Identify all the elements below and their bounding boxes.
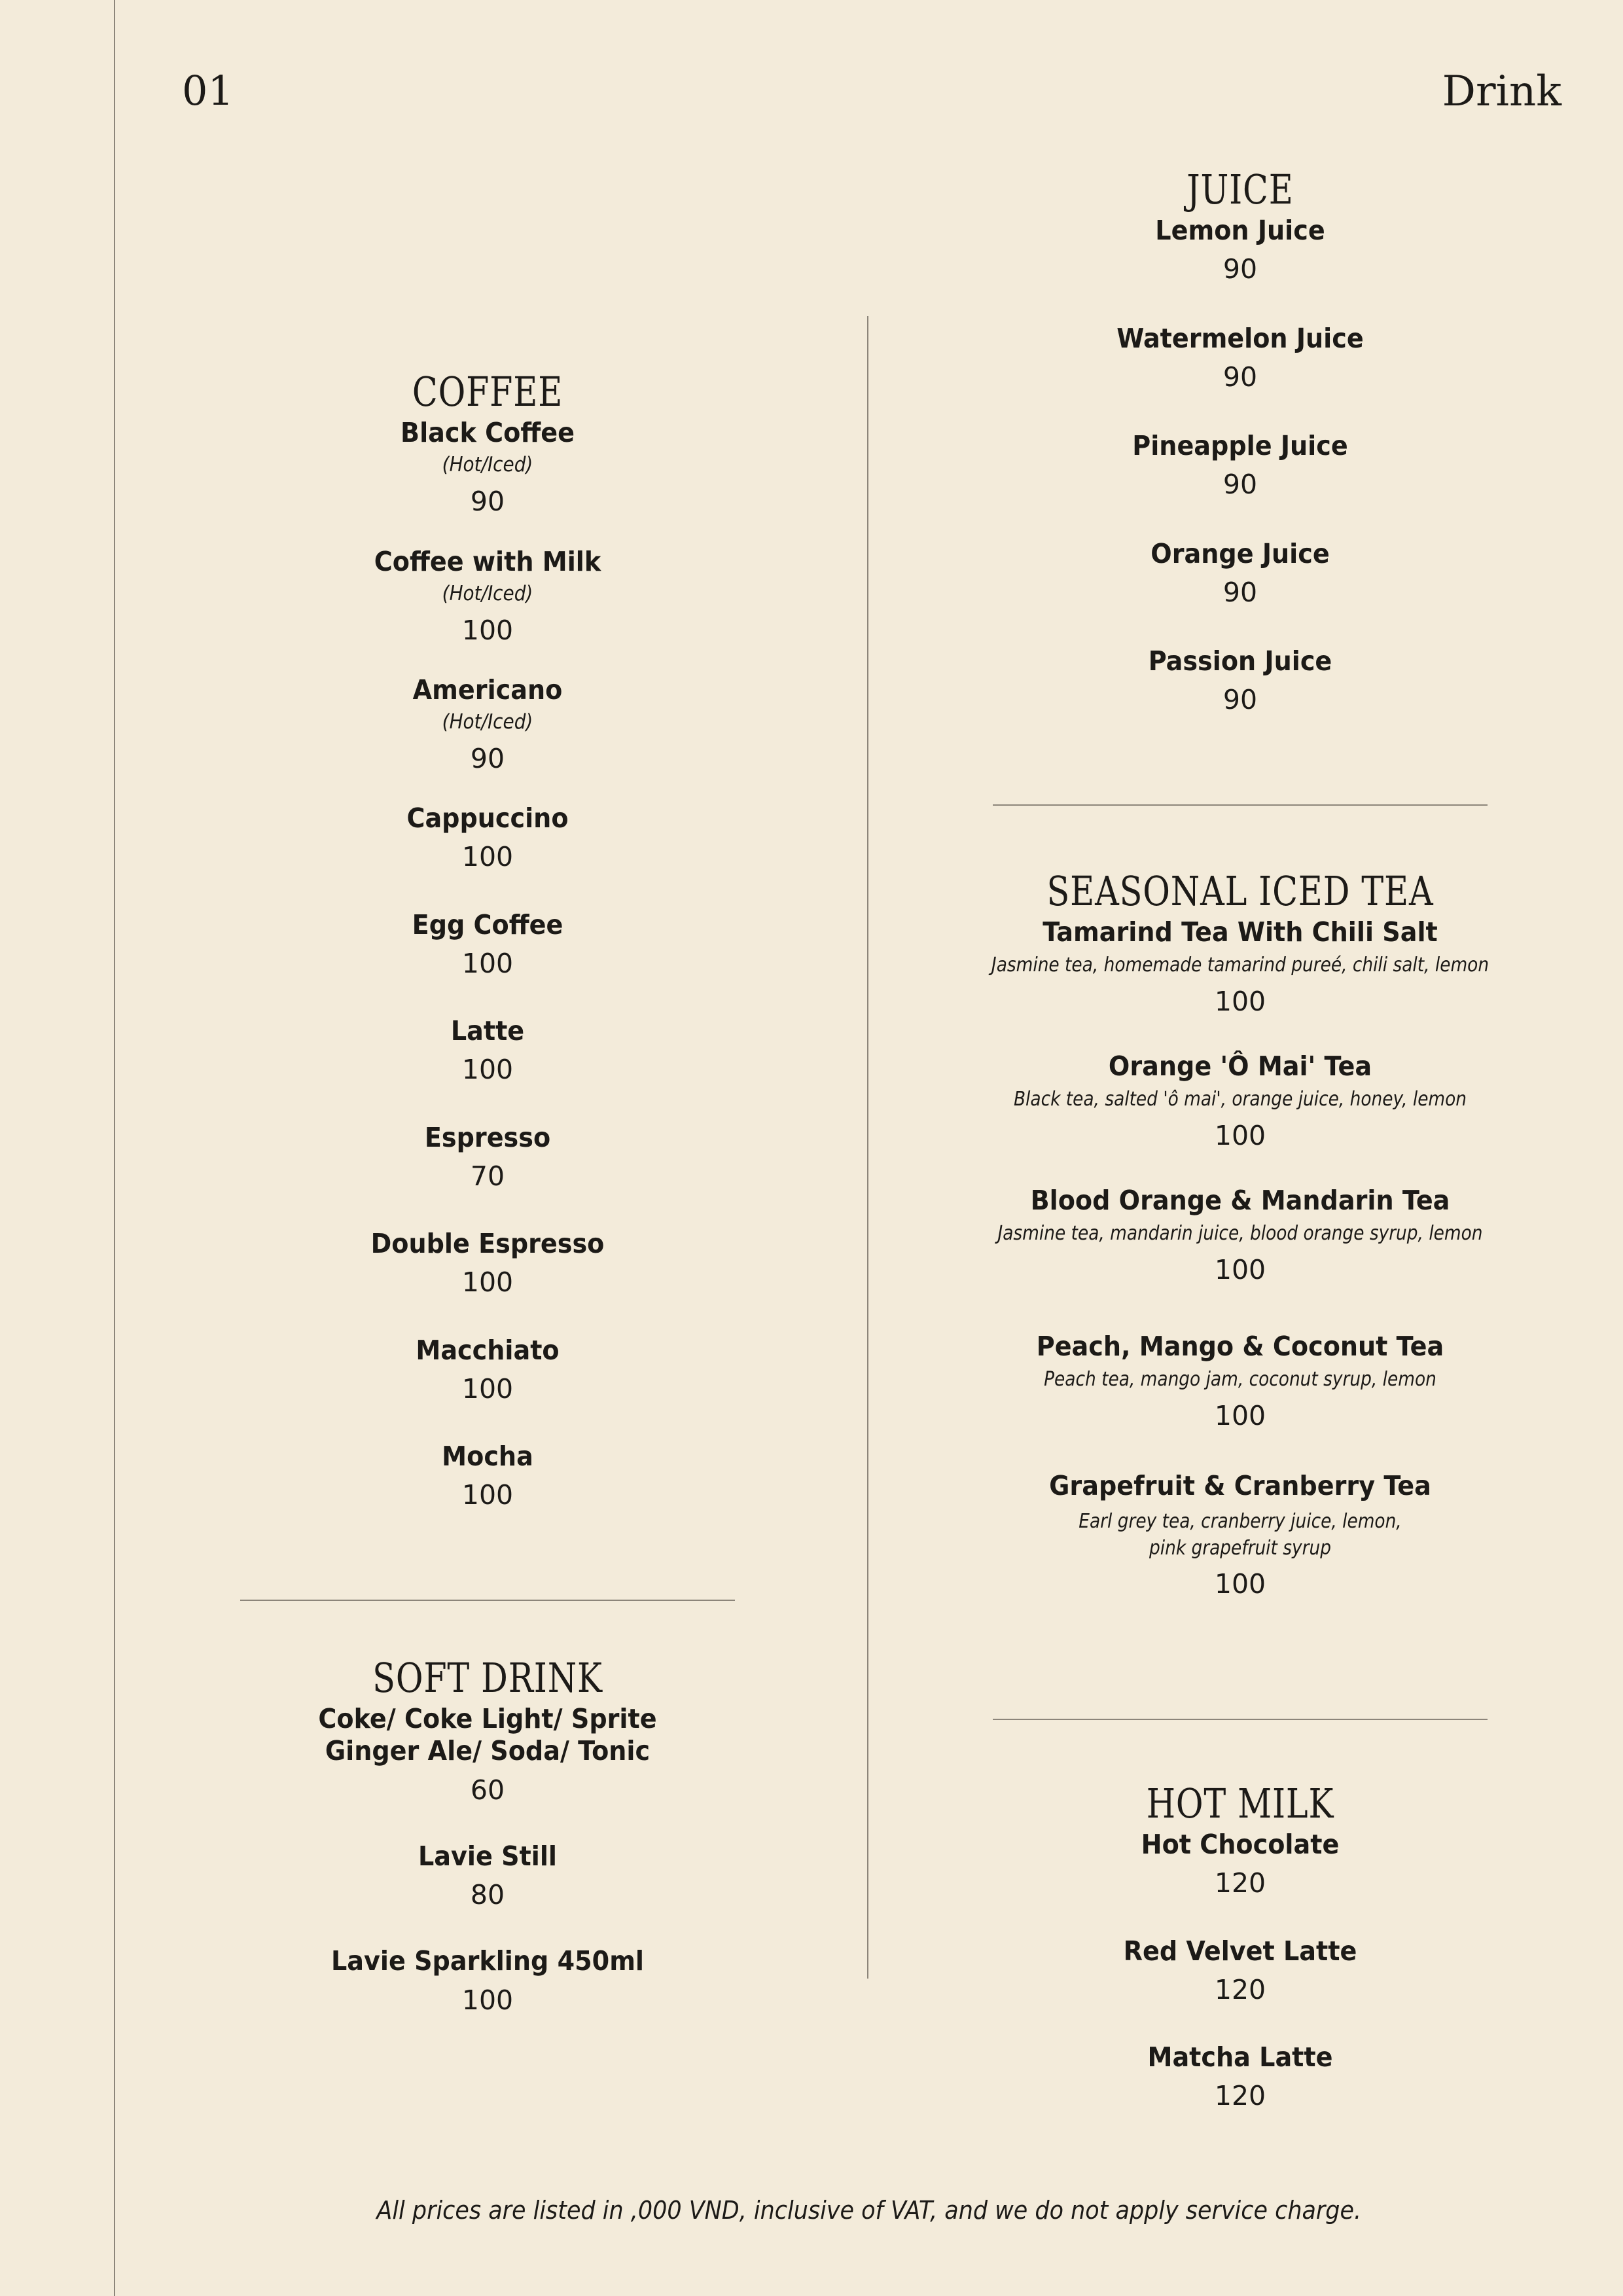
item-name: Espresso (424, 1121, 551, 1153)
item-price: 90 (1222, 684, 1258, 716)
item-price: 90 (470, 486, 505, 518)
item-price: 100 (461, 1984, 514, 2016)
item-name: Watermelon Juice (1116, 322, 1364, 354)
item-price: 100 (461, 614, 514, 646)
menu-item (913, 1185, 1567, 1287)
item-name: Americano (412, 673, 563, 706)
page-title: Drink (1442, 67, 1561, 116)
item-price: 70 (470, 1160, 505, 1192)
coffee-section (160, 370, 815, 1513)
item-name: Hot Chocolate (1141, 1829, 1340, 1861)
menu-item (913, 430, 1567, 502)
menu-item (913, 1050, 1567, 1153)
section-divider (240, 1600, 735, 1601)
item-name: Pineapple Juice (1132, 430, 1348, 462)
item-description: Jasmine tea, homemade tamarind pureé, chili salt, lemon (991, 954, 1489, 977)
item-name: Black Coffee (401, 417, 575, 449)
menu-item (160, 1945, 815, 2017)
column-divider (867, 316, 868, 1979)
menu-item (913, 2041, 1567, 2113)
item-name: Matcha Latte (1147, 2041, 1333, 2073)
item-price: 90 (470, 742, 505, 774)
section-divider (993, 1719, 1488, 1720)
item-name-line1: Coke/ Coke Light/ Sprite (318, 1703, 657, 1735)
item-name: Orange 'Ô Mai' Tea (1108, 1050, 1372, 1083)
menu-item (160, 802, 815, 874)
item-note: (Hot/Iced) (442, 453, 533, 477)
item-name: Grapefruit & Cranberry Tea (1049, 1470, 1431, 1502)
item-price: 100 (1214, 1253, 1266, 1285)
menu-item (160, 546, 815, 648)
item-price: 120 (1214, 1867, 1266, 1899)
item-name: Passion Juice (1148, 645, 1332, 677)
section-title-coffee: COFFEE (412, 368, 563, 416)
menu-item (160, 1441, 815, 1513)
menu-item (160, 417, 815, 519)
footnote-text: All prices are listed in ,000 VND, inclusive of VAT, and we do not apply service charge. (376, 2196, 1362, 2225)
soft-drink-section (160, 1656, 815, 2018)
section-title-seasonal-iced-tea: SEASONAL ICED TEA (1046, 867, 1434, 915)
item-price: 90 (1222, 469, 1258, 501)
item-price: 100 (461, 1479, 514, 1511)
menu-item (913, 1935, 1567, 2007)
menu-item (160, 909, 815, 981)
item-description-line1: Earl grey tea, cranberry juice, lemon, (1079, 1510, 1402, 1534)
section-title-soft-drink: SOFT DRINK (372, 1654, 603, 1702)
item-name: Blood Orange & Mandarin Tea (1030, 1185, 1450, 1217)
left-margin-line (114, 0, 115, 2296)
item-name-line2: Ginger Ale/ Soda/ Tonic (325, 1735, 651, 1767)
item-note: (Hot/Iced) (442, 581, 533, 605)
menu-item (913, 916, 1567, 1019)
item-name: Latte (450, 1015, 525, 1047)
menu-item (160, 1015, 815, 1087)
item-price: 120 (1214, 2080, 1266, 2112)
item-price: 100 (461, 1372, 514, 1405)
menu-item (913, 645, 1567, 717)
item-price: 100 (1214, 985, 1266, 1017)
item-note: (Hot/Iced) (442, 710, 533, 734)
menu-item (160, 1228, 815, 1300)
menu-item (160, 674, 815, 776)
item-price: 100 (461, 1054, 514, 1086)
menu-item (913, 323, 1567, 395)
item-price: 100 (461, 947, 514, 979)
item-name: Lemon Juice (1155, 215, 1325, 247)
item-name: Egg Coffee (412, 908, 563, 941)
item-description: Jasmine tea, mandarin juice, blood orange syrup, lemon (997, 1222, 1483, 1246)
section-title-juice: JUICE (1186, 166, 1294, 213)
item-description: Peach tea, mango jam, coconut syrup, lemon (1044, 1368, 1436, 1391)
item-price: 90 (1222, 576, 1258, 608)
item-name: Red Velvet Latte (1123, 1935, 1357, 1967)
price-footnote (115, 2196, 1623, 2225)
item-price: 60 (470, 1774, 505, 1806)
menu-item (913, 215, 1567, 287)
menu-item (913, 1470, 1567, 1602)
item-name: Double Espresso (370, 1228, 605, 1260)
juice-section (913, 168, 1567, 718)
section-divider (993, 804, 1488, 806)
item-name: Lavie Still (418, 1840, 557, 1872)
item-price: 120 (1214, 1973, 1266, 2005)
item-price: 100 (1214, 1399, 1266, 1431)
item-price: 100 (1214, 1568, 1266, 1600)
hot-milk-section (913, 1782, 1567, 2114)
item-price: 80 (470, 1879, 505, 1911)
item-name: Macchiato (416, 1334, 560, 1366)
page-number: 01 (182, 67, 234, 115)
item-price: 100 (461, 841, 514, 873)
item-name: Peach, Mango & Coconut Tea (1036, 1331, 1444, 1363)
item-name: Coffee with Milk (374, 545, 601, 577)
menu-item (160, 1122, 815, 1194)
item-name: Lavie Sparkling 450ml (331, 1945, 644, 1977)
menu-item (913, 538, 1567, 610)
item-price: 100 (1214, 1119, 1266, 1151)
menu-item (160, 1703, 815, 1808)
item-name: Orange Juice (1150, 537, 1330, 569)
item-name: Mocha (442, 1441, 533, 1473)
item-name: Tamarind Tea With Chili Salt (1043, 916, 1438, 948)
item-name: Cappuccino (406, 802, 569, 834)
menu-item (160, 1840, 815, 1912)
item-price: 90 (1222, 361, 1258, 393)
section-title-hot-milk: HOT MILK (1146, 1780, 1334, 1827)
menu-item (913, 1829, 1567, 1901)
seasonal-iced-tea-section (913, 869, 1567, 1602)
menu-item (913, 1331, 1567, 1433)
item-price: 100 (461, 1266, 514, 1299)
item-description: Black tea, salted 'ô mai', orange juice, honey, lemon (1013, 1088, 1467, 1111)
item-price: 90 (1222, 253, 1258, 285)
menu-item (160, 1335, 815, 1407)
item-description-line2: pink grapefruit syrup (1149, 1536, 1331, 1560)
